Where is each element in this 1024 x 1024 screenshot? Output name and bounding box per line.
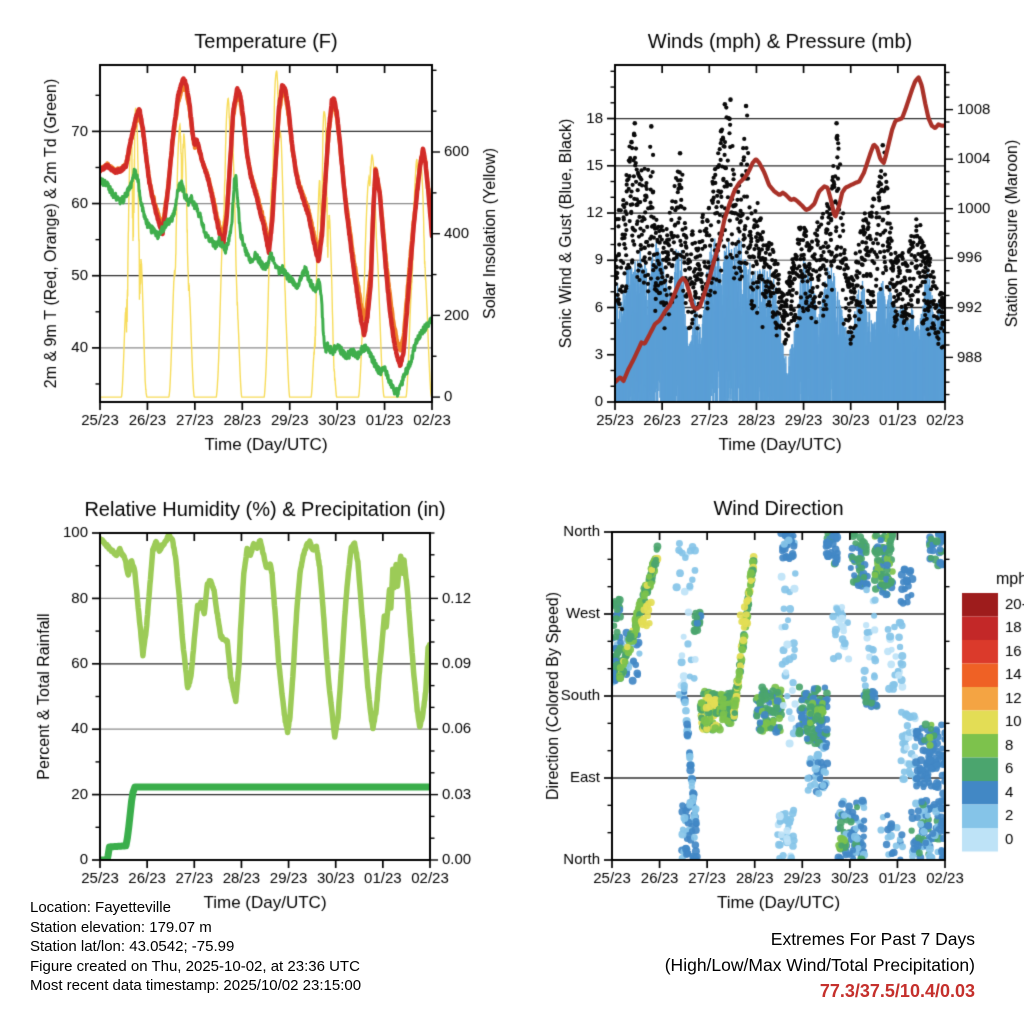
temperature-chart (0, 0, 512, 470)
extremes-values: 77.3/37.5/10.4/0.03 (819, 981, 975, 1001)
station-location: Location: Fayetteville (30, 899, 171, 916)
station-elevation: Station elevation: 179.07 m (30, 918, 212, 936)
winds-pressure-chart (512, 0, 1024, 470)
figure-created-timestamp: Figure created on Thu, 2025-10-02, at 23:36 UTC (30, 957, 360, 975)
extremes-title: Extremes For Past 7 Days (770, 929, 975, 949)
extremes-block (665, 926, 975, 1005)
station-info (30, 898, 361, 996)
extremes-subtitle: (High/Low/Max Wind/Total Precipitation) (664, 955, 975, 975)
humidity-precip-chart (0, 470, 512, 930)
wind-direction-chart (512, 470, 1024, 930)
recent-data-timestamp: Most recent data timestamp: 2025/10/02 23:15:00 (30, 977, 362, 994)
station-latlon: Station lat/lon: 43.0542; -75.99 (30, 938, 235, 955)
